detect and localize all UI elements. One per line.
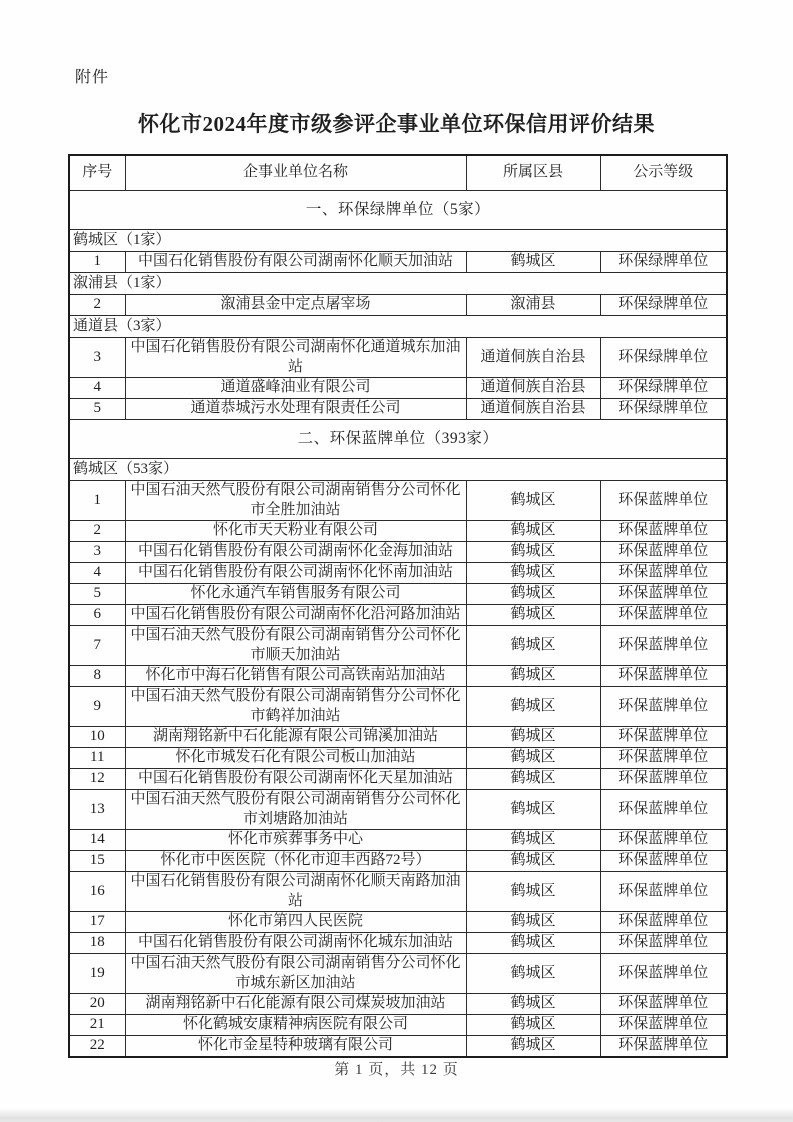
unit-name-cell: 中国石油天然气股份有限公司湖南销售分公司怀化市顺天加油站 [125,626,466,666]
table-row [69,687,727,727]
grade-cell: 环保蓝牌单位 [600,666,727,687]
table-row [69,830,727,851]
district-cell: 鹤城区 [466,626,600,666]
serial-number-cell: 18 [69,933,125,954]
serial-number-cell: 2 [69,521,125,542]
unit-name-cell: 怀化市第四人民医院 [125,912,466,933]
district-cell: 鹤城区 [466,994,600,1015]
results-table [68,154,728,1058]
table-row [69,748,727,769]
grade-cell: 环保蓝牌单位 [600,994,727,1015]
serial-number-cell: 5 [69,584,125,605]
grade-cell: 环保绿牌单位 [600,338,727,378]
district-cell: 鹤城区 [466,252,600,273]
serial-number-cell: 5 [69,399,125,420]
district-cell: 鹤城区 [466,563,600,584]
table-row [69,1036,727,1058]
table-row [69,399,727,420]
district-header-row [69,459,727,481]
grade-cell: 环保绿牌单位 [600,295,727,316]
table-row [69,338,727,378]
table-row [69,912,727,933]
serial-number-cell: 8 [69,666,125,687]
unit-name-cell: 中国石化销售股份有限公司湖南怀化顺天加油站 [125,252,466,273]
unit-name-cell: 怀化市中海石化销售有限公司高铁南站加油站 [125,666,466,687]
unit-name-cell: 中国石化销售股份有限公司湖南怀化天星加油站 [125,769,466,790]
table-row [69,851,727,872]
unit-name-cell: 怀化市天天粉业有限公司 [125,521,466,542]
grade-cell: 环保蓝牌单位 [600,769,727,790]
district-cell: 鹤城区 [466,542,600,563]
grade-cell: 环保蓝牌单位 [600,933,727,954]
district-cell: 通道侗族自治县 [466,399,600,420]
unit-name-cell: 怀化市殡葬事务中心 [125,830,466,851]
serial-number-cell: 11 [69,748,125,769]
grade-cell: 环保蓝牌单位 [600,727,727,748]
district-cell: 鹤城区 [466,605,600,626]
page-title: 怀化市2024年度市级参评企事业单位环保信用评价结果 [138,112,655,136]
section-header-row [69,420,727,459]
unit-name-cell: 中国石油天然气股份有限公司湖南销售分公司怀化市鹤祥加油站 [125,687,466,727]
table-row [69,727,727,748]
grade-cell: 环保蓝牌单位 [600,687,727,727]
serial-number-cell: 4 [69,563,125,584]
unit-name-cell: 湖南翔铭新中石化能源有限公司煤炭坡加油站 [125,994,466,1015]
table-row [69,954,727,994]
district-cell: 通道侗族自治县 [466,338,600,378]
unit-name-cell: 中国石化销售股份有限公司湖南怀化怀南加油站 [125,563,466,584]
grade-cell: 环保绿牌单位 [600,378,727,399]
table-row [69,769,727,790]
table-row [69,933,727,954]
table-row [69,790,727,830]
district-cell: 鹤城区 [466,769,600,790]
results-table-body [69,191,727,1058]
serial-number-cell: 20 [69,994,125,1015]
serial-number-cell: 1 [69,481,125,521]
grade-cell: 环保蓝牌单位 [600,872,727,912]
serial-number-cell: 19 [69,954,125,994]
table-row [69,481,727,521]
grade-cell: 环保蓝牌单位 [600,830,727,851]
unit-name-cell: 中国石化销售股份有限公司湖南怀化沿河路加油站 [125,605,466,626]
district-cell: 鹤城区 [466,912,600,933]
serial-number-cell: 22 [69,1036,125,1058]
unit-name-cell: 怀化市城发石化有限公司板山加油站 [125,748,466,769]
unit-name-cell: 通道盛峰油业有限公司 [125,378,466,399]
table-row [69,521,727,542]
grade-cell: 环保蓝牌单位 [600,584,727,605]
district-header-label: 鹤城区（1家） [69,230,727,252]
unit-name-cell: 怀化市金星特种玻璃有限公司 [125,1036,466,1058]
column-header-grade: 公示等级 [600,155,727,191]
column-header-district: 所属区县 [466,155,600,191]
unit-name-cell: 怀化鹤城安康精神病医院有限公司 [125,1015,466,1036]
unit-name-cell: 通道恭城污水处理有限责任公司 [125,399,466,420]
attachment-label: 附件 [75,69,110,86]
table-row [69,295,727,316]
section-header-row [69,191,727,230]
unit-name-cell: 中国石油天然气股份有限公司湖南销售分公司怀化市全胜加油站 [125,481,466,521]
district-cell: 通道侗族自治县 [466,378,600,399]
table-row [69,584,727,605]
table-row [69,626,727,666]
district-cell: 鹤城区 [466,1015,600,1036]
grade-cell: 环保蓝牌单位 [600,1015,727,1036]
table-header-row [69,155,727,191]
district-cell: 鹤城区 [466,872,600,912]
grade-cell: 环保蓝牌单位 [600,481,727,521]
serial-number-cell: 2 [69,295,125,316]
district-cell: 鹤城区 [466,666,600,687]
column-header-serial: 序号 [69,155,125,191]
district-cell: 鹤城区 [466,830,600,851]
district-cell: 鹤城区 [466,954,600,994]
grade-cell: 环保蓝牌单位 [600,954,727,994]
district-header-row [69,316,727,338]
unit-name-cell: 中国石化销售股份有限公司湖南怀化城东加油站 [125,933,466,954]
table-row [69,666,727,687]
table-row [69,542,727,563]
column-header-name: 企事业单位名称 [125,155,466,191]
grade-cell: 环保蓝牌单位 [600,748,727,769]
serial-number-cell: 3 [69,542,125,563]
serial-number-cell: 13 [69,790,125,830]
unit-name-cell: 中国石油天然气股份有限公司湖南销售分公司怀化市刘塘路加油站 [125,790,466,830]
grade-cell: 环保蓝牌单位 [600,542,727,563]
grade-cell: 环保蓝牌单位 [600,563,727,584]
district-cell: 鹤城区 [466,851,600,872]
serial-number-cell: 14 [69,830,125,851]
serial-number-cell: 7 [69,626,125,666]
district-cell: 鹤城区 [466,584,600,605]
district-header-label: 通道县（3家） [69,316,727,338]
section-header-label: 一、环保绿牌单位（5家） [69,191,727,230]
serial-number-cell: 10 [69,727,125,748]
table-row [69,252,727,273]
unit-name-cell: 怀化永通汽车销售服务有限公司 [125,584,466,605]
serial-number-cell: 3 [69,338,125,378]
grade-cell: 环保蓝牌单位 [600,1036,727,1058]
serial-number-cell: 15 [69,851,125,872]
district-cell: 鹤城区 [466,1036,600,1058]
table-row [69,563,727,584]
district-cell: 鹤城区 [466,790,600,830]
unit-name-cell: 中国石油天然气股份有限公司湖南销售分公司怀化市城东新区加油站 [125,954,466,994]
grade-cell: 环保蓝牌单位 [600,605,727,626]
district-cell: 鹤城区 [466,521,600,542]
grade-cell: 环保蓝牌单位 [600,521,727,542]
table-row [69,994,727,1015]
unit-name-cell: 怀化市中医医院（怀化市迎丰西路72号） [125,851,466,872]
serial-number-cell: 1 [69,252,125,273]
grade-cell: 环保蓝牌单位 [600,626,727,666]
district-cell: 鹤城区 [466,748,600,769]
unit-name-cell: 湖南翔铭新中石化能源有限公司锦溪加油站 [125,727,466,748]
grade-cell: 环保蓝牌单位 [600,851,727,872]
district-cell: 鹤城区 [466,481,600,521]
district-cell: 鹤城区 [466,727,600,748]
page-number-footer: 第 1 页，共 12 页 [334,1062,459,1078]
district-header-row [69,273,727,295]
section-header-label: 二、环保蓝牌单位（393家） [69,420,727,459]
unit-name-cell: 溆浦县金中定点屠宰场 [125,295,466,316]
table-row [69,872,727,912]
table-row [69,1015,727,1036]
grade-cell: 环保绿牌单位 [600,399,727,420]
grade-cell: 环保蓝牌单位 [600,790,727,830]
serial-number-cell: 9 [69,687,125,727]
serial-number-cell: 4 [69,378,125,399]
district-cell: 鹤城区 [466,687,600,727]
serial-number-cell: 17 [69,912,125,933]
table-row [69,605,727,626]
serial-number-cell: 6 [69,605,125,626]
district-cell: 鹤城区 [466,933,600,954]
serial-number-cell: 21 [69,1015,125,1036]
unit-name-cell: 中国石化销售股份有限公司湖南怀化通道城东加油站 [125,338,466,378]
district-cell: 溆浦县 [466,295,600,316]
district-header-label: 溆浦县（1家） [69,273,727,295]
unit-name-cell: 中国石化销售股份有限公司湖南怀化顺天南路加油站 [125,872,466,912]
serial-number-cell: 12 [69,769,125,790]
table-row [69,378,727,399]
district-header-label: 鹤城区（53家） [69,459,727,481]
scan-edge-shadow [0,1108,793,1122]
grade-cell: 环保蓝牌单位 [600,912,727,933]
district-header-row [69,230,727,252]
serial-number-cell: 16 [69,872,125,912]
grade-cell: 环保绿牌单位 [600,252,727,273]
unit-name-cell: 中国石化销售股份有限公司湖南怀化金海加油站 [125,542,466,563]
